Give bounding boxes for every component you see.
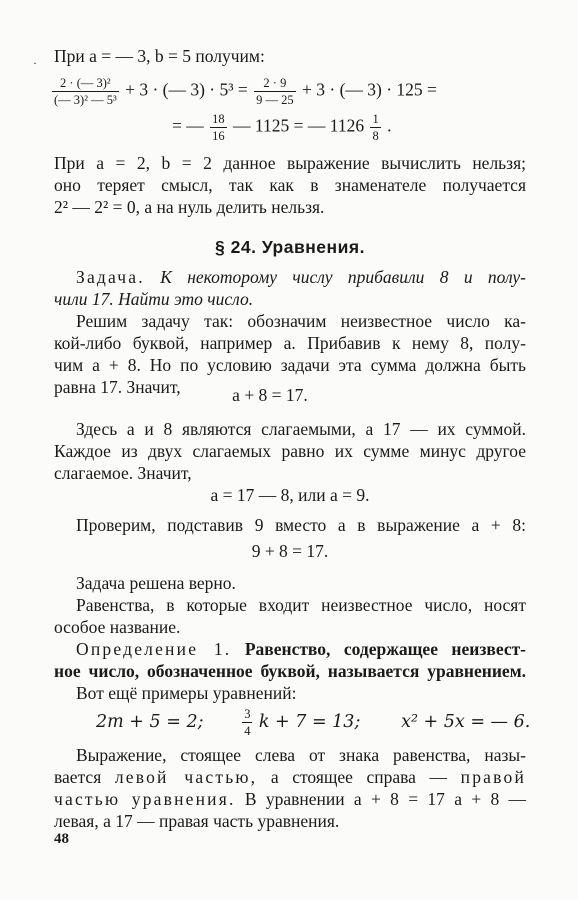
text-line: Проверим, подставив 9 вместо a в выражение a + 8: (76, 515, 526, 535)
section-title: § 24. Уравнения. (215, 237, 365, 257)
text-line: равна 17. Значит, (54, 377, 181, 397)
fraction (370, 112, 380, 143)
fraction-numerator: 2 · (— 3)² (52, 76, 119, 92)
fraction (52, 76, 119, 107)
text-line (54, 766, 526, 788)
fraction (242, 707, 252, 738)
task-label: Задача. (76, 267, 145, 287)
equation-line (96, 704, 530, 739)
example-equation: 2m + 5 = 2; (96, 712, 204, 732)
text-fragment: вается (54, 767, 102, 787)
task-text: К некоторому числу прибавили 8 и полу- (160, 267, 526, 287)
equation-text: — 1125 = — 1126 (233, 115, 365, 136)
definition-line (76, 638, 526, 660)
fraction-numerator: 1 (372, 112, 379, 126)
fraction (254, 76, 296, 107)
text-line: Решим задачу так: обозначим неизвестное число ка- (76, 311, 526, 331)
example-equation: x² + 5x = — 6. (401, 712, 531, 732)
definition-line: ное число, обозначенное буквой, называется уравнением. (54, 661, 526, 681)
equation-line (50, 76, 437, 107)
text-line: Каждое из двух слагаемых равно их сумме минус другое (54, 441, 526, 461)
task-line: чили 17. Найти это число. (54, 289, 254, 309)
text-line: Вот ещё примеры уравнений: (76, 683, 297, 703)
equation-line (172, 112, 391, 143)
term-part: частью уравнения. (54, 789, 236, 809)
text-line (54, 788, 526, 810)
equation-line: 9 + 8 = 17. (251, 541, 329, 561)
text-line: особое название. (54, 617, 181, 637)
fraction-denominator: 4 (244, 724, 251, 739)
fraction-numerator: 3 (244, 707, 251, 722)
text-line: При a = — 3, b = 5 получим: (54, 46, 265, 66)
definition-text: Равенство, содержащее неизвест- (244, 639, 527, 659)
text-line: слагаемое. Значит, (54, 463, 192, 483)
equation-text: + 3 · (— 3) · 125 = (302, 79, 437, 100)
page-number: 48 (54, 831, 69, 847)
text-fragment: В уравнении a + 8 = 17 a + 8 — (244, 789, 526, 809)
text-line: Выражение, стоящее слева от знака равенства, назы- (76, 745, 526, 765)
text-line: Задача решена верно. (76, 573, 236, 593)
equation-line: a = 17 — 8, или a = 9. (210, 485, 370, 505)
definition-label: Определение 1. (76, 639, 232, 659)
term-right-part: правой (460, 767, 527, 787)
text-line: кой-либо буквой, например a. Прибавив к нему 8, полу- (54, 333, 526, 353)
equation-text: + 3 · (— 3) · 5³ = (125, 79, 248, 100)
text-line: Равенства, в которые входит неизвестное число, носят (76, 595, 526, 615)
text-line: 2² — 2² = 0, а на нуль делить нельзя. (54, 197, 325, 217)
equation-text: . (387, 115, 392, 136)
fraction-denominator: 9 — 25 (256, 93, 294, 107)
term-left-part: левой частью, (114, 767, 258, 787)
text-line: При a = 2, b = 2 данное выражение вычислить нельзя; (54, 153, 526, 173)
text-line: левая, а 17 — правая часть уравнения. (54, 811, 340, 831)
task-line (76, 266, 526, 288)
stray-mark: · (33, 56, 37, 70)
fraction-numerator: 18 (212, 112, 225, 126)
fraction (210, 112, 227, 143)
fraction-denominator: 8 (372, 129, 379, 143)
fraction-denominator: 16 (212, 129, 225, 143)
fraction-numerator: 2 · 9 (254, 76, 296, 92)
text-line: чим a + 8. Но по условию задачи эта сумма должна быть (54, 355, 526, 375)
fraction-denominator: (— 3)² — 5³ (54, 93, 117, 107)
text-line: оно теряет смысл, так как в знаменателе получается (54, 175, 526, 195)
equation-line: a + 8 = 17. (232, 385, 308, 405)
text-fragment: а стоящее справа — (270, 767, 448, 787)
equation-text: = — (172, 115, 204, 136)
text-line: Здесь a и 8 являются слагаемыми, а 17 — их суммой. (76, 419, 526, 439)
example-equation: k + 7 = 13; (258, 712, 361, 732)
